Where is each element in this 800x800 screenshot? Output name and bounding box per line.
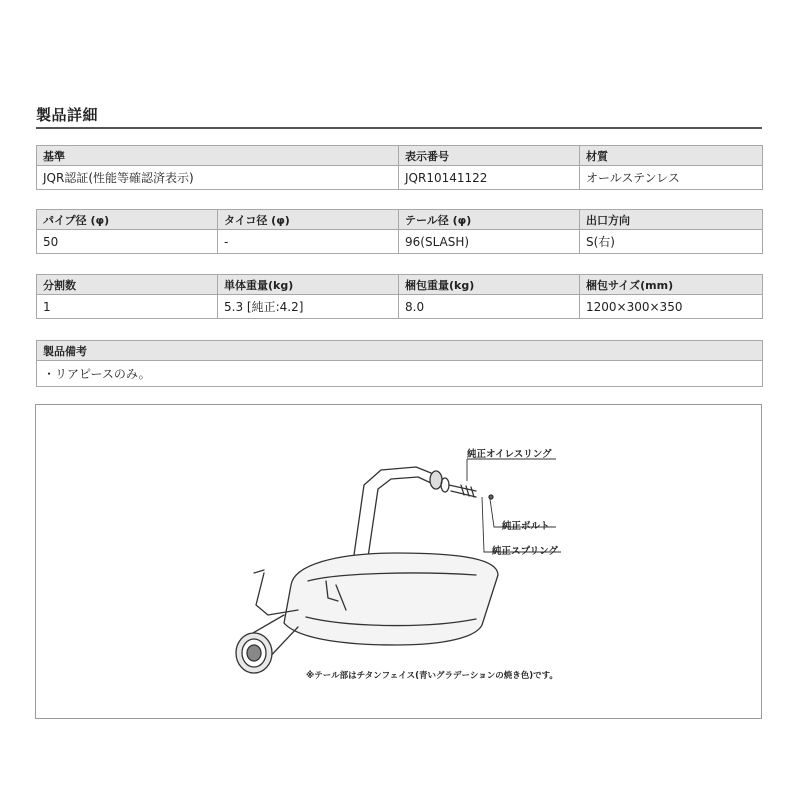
table-header-row	[37, 210, 763, 230]
spec-table-notes	[36, 340, 763, 387]
header-package-weight: 梱包重量(kg)	[399, 275, 580, 295]
cell-material: オールステンレス	[580, 166, 763, 190]
header-standard: 基準	[37, 146, 399, 166]
table-row	[37, 230, 763, 254]
header-package-size: 梱包サイズ(mm)	[580, 275, 763, 295]
section-title: 製品詳細	[36, 106, 99, 124]
cell-product-notes: ・リアピースのみ。	[37, 361, 763, 387]
table-row	[37, 295, 763, 319]
cell-standard: JQR認証(性能等確認済表示)	[37, 166, 399, 190]
cell-unit-weight: 5.3 [純正:4.2]	[218, 295, 399, 319]
cell-package-size: 1200×300×350	[580, 295, 763, 319]
header-pipe-diameter: パイプ径 (φ)	[37, 210, 218, 230]
table-header-row	[37, 341, 763, 361]
cell-pipe-diameter: 50	[37, 230, 218, 254]
cell-display-number: JQR10141122	[399, 166, 580, 190]
header-split-count: 分割数	[37, 275, 218, 295]
header-exit-direction: 出口方向	[580, 210, 763, 230]
header-material: 材質	[580, 146, 763, 166]
table-header-row	[37, 275, 763, 295]
header-tail-diameter: テール径 (φ)	[399, 210, 580, 230]
callout-oil-ring: 純正オイレスリング	[467, 449, 552, 460]
spec-table-dimensions	[36, 209, 763, 254]
cell-tail-diameter: 96(SLASH)	[399, 230, 580, 254]
cell-package-weight: 8.0	[399, 295, 580, 319]
title-divider	[36, 127, 762, 129]
spec-table-weights	[36, 274, 763, 319]
header-display-number: 表示番号	[399, 146, 580, 166]
table-row	[37, 361, 763, 387]
header-product-notes: 製品備考	[37, 341, 763, 361]
table-row	[37, 166, 763, 190]
spec-table-standard	[36, 145, 763, 190]
diagram-footnote: ※テール部はチタンフェイス(青いグラデーションの焼き色)です。	[306, 671, 558, 681]
muffler-diagram	[35, 404, 762, 719]
callout-bolt: 純正ボルト	[502, 521, 550, 532]
header-unit-weight: 単体重量(kg)	[218, 275, 399, 295]
cell-exit-direction: S(右)	[580, 230, 763, 254]
callout-spring: 純正スプリング	[492, 546, 558, 557]
header-muffler-diameter: タイコ径 (φ)	[218, 210, 399, 230]
cell-split-count: 1	[37, 295, 218, 319]
table-header-row	[37, 146, 763, 166]
cell-muffler-diameter: -	[218, 230, 399, 254]
